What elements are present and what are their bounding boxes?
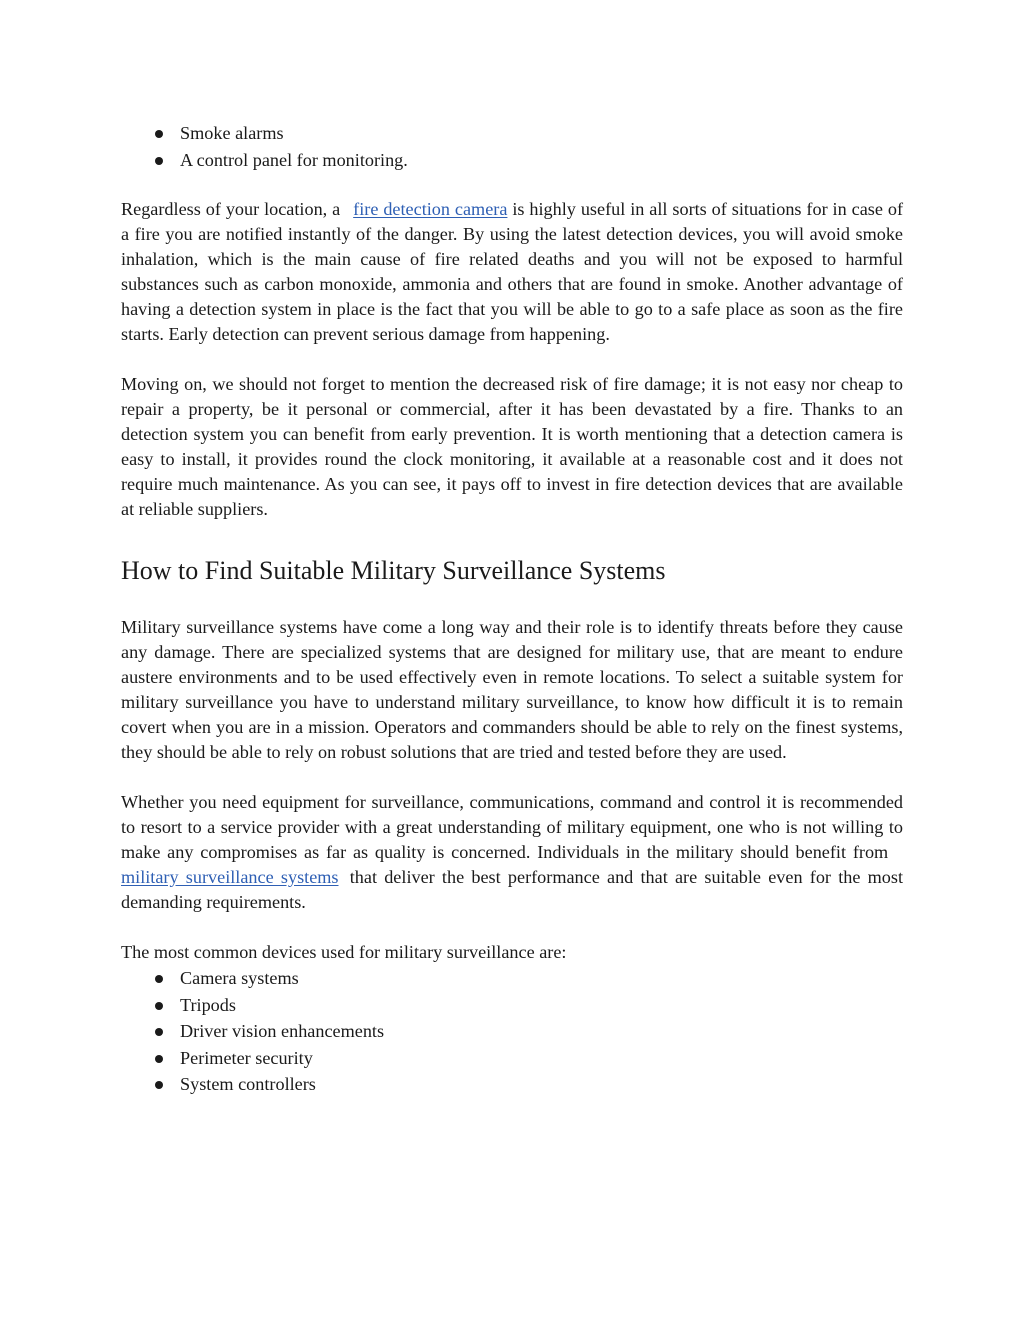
list-item: System controllers [121,1071,903,1098]
bullet-icon [155,1055,163,1063]
bullet-icon [155,1028,163,1036]
bottom-bullet-list [121,965,903,1098]
document-page [121,120,903,1098]
fire-detection-camera-link[interactable]: fire detection camera [353,199,508,219]
paragraph-fire-detection: Regardless of your location, a fire detection camera is highly useful in all sorts of situations for in case of a fire you are notified instantly of the danger. By using the latest detection devices, you will avoid smoke inhalation, which is the main cause of fire related deaths and you will not be exposed to harmful substances such as carbon monoxide, ammonia and others that are found in smoke. Another advantage of having a detection system in place is the fact that you will be able to go to a safe place as soon as the fire starts. Early detection can prevent serious damage from happening. [121,199,904,344]
list-intro: The most common devices used for military surveillance are: [121,942,567,962]
list-item: Camera systems [121,965,903,992]
section-heading: How to Find Suitable Military Surveillance Systems [121,556,666,585]
military-surveillance-systems-link[interactable]: military surveillance systems [121,867,339,887]
bullet-icon [155,157,163,165]
paragraph-fire-damage: Moving on, we should not forget to mention the decreased risk of fire damage; it is not easy nor cheap to repair a property, be it personal or commercial, after it has been devastated by a fire. Thanks to an detection system you can benefit from early prevention. It is worth mentioning that a detection camera is easy to install, it provides round the clock monitoring, it available at a reasonable cost and it does not require much maintenance. As you can see, it pays off to invest in fire detection devices that are available at reliable suppliers. [121,374,903,519]
top-bullet-list [121,120,903,173]
list-item: A control panel for monitoring. [121,147,903,174]
bullet-icon [155,975,163,983]
list-item: Driver vision enhancements [121,1018,903,1045]
list-item: Tripods [121,992,903,1019]
paragraph-equipment: Whether you need equipment for surveillance, communications, command and control it is recommended to resort to a service provider with a great understanding of military equipment, one who is not willing to make any compromises as far as quality is concerned. Individuals in the military should benefit from military surveillance systems that deliver the best performance and that are suitable even for the most demanding requirements. [121,792,904,912]
bullet-icon [155,1081,163,1089]
list-item: Perimeter security [121,1045,903,1072]
bullet-icon [155,130,163,138]
bullet-icon [155,1002,163,1010]
list-item: Smoke alarms [121,120,903,147]
paragraph-military-surveillance: Military surveillance systems have come a long way and their role is to identify threats before they cause any damage. There are specialized systems that are designed for military use, that are meant to endure austere environments and to be used effectively even in remote locations. To select a suitable system for military surveillance you have to understand military surveillance, to know how difficult it is to remain covert when you are in a mission. Operators and commanders should be able to rely on the finest systems, they should be able to rely on robust solutions that are tried and tested before they are used. [121,617,903,762]
